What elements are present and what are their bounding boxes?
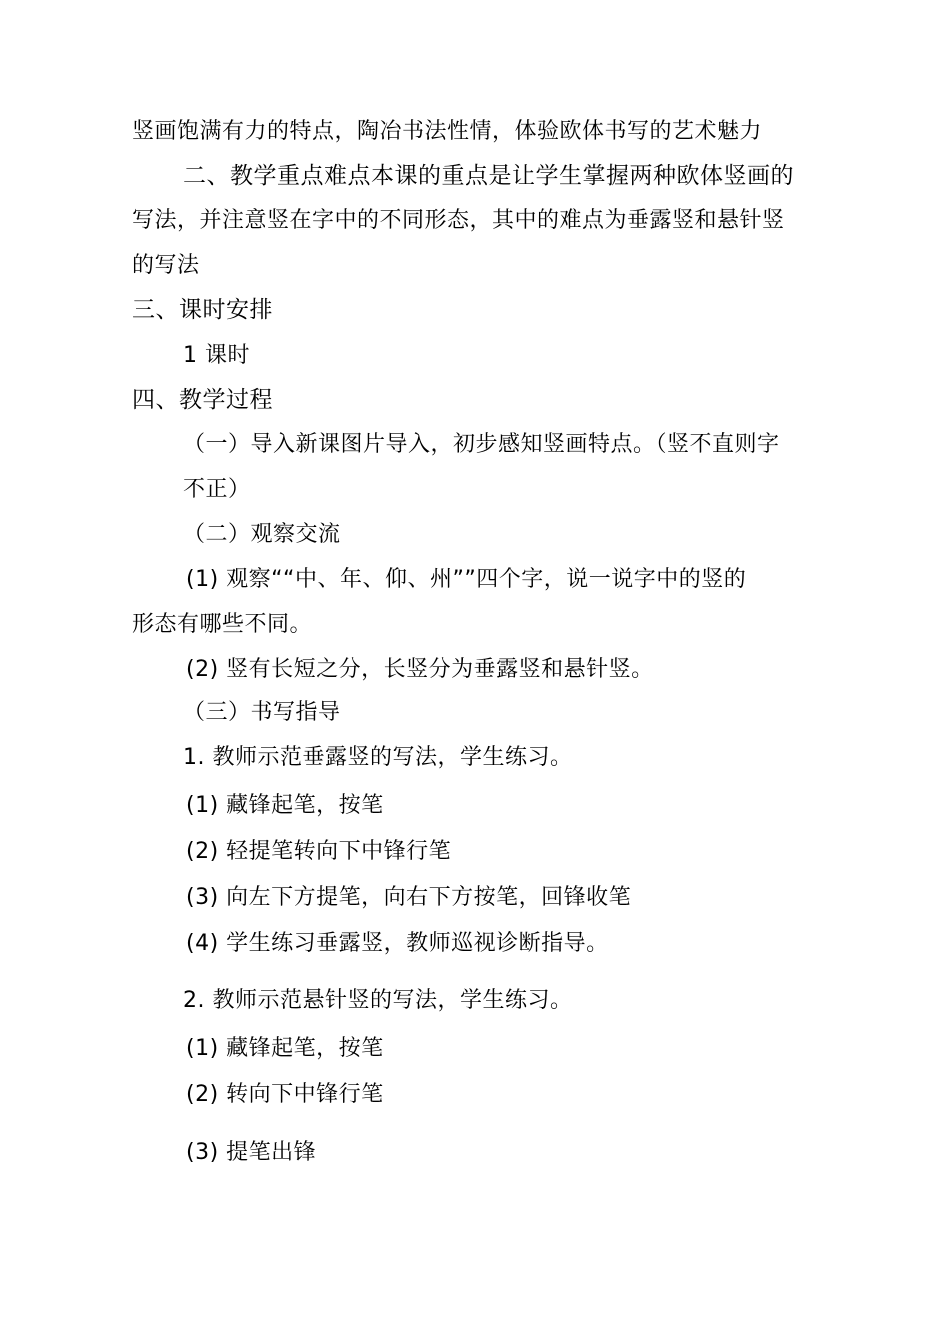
section-heading-4: 四、教学过程 — [132, 387, 273, 413]
numbered-item: 2. 教师示范悬针竖的写法，学生练习。 — [183, 988, 573, 1013]
list-item: (1) 藏锋起笔，按笔 — [186, 793, 384, 818]
list-item: (1) 观察““中、年、仰、州””四个字，说一说字中的竖的 — [186, 567, 747, 592]
section-heading-2: 二、教学重点难点本课的重点是让学生掌握两种欧体竖画的 — [183, 163, 794, 189]
list-item: (3) 向左下方提笔，向右下方按笔，回锋收笔 — [186, 885, 632, 910]
list-item: (2) 转向下中锋行笔 — [186, 1082, 384, 1107]
numbered-item: 1. 教师示范垂露竖的写法，学生练习。 — [183, 745, 573, 770]
text-line: 写法，并注意竖在字中的不同形态，其中的难点为垂露竖和悬针竖 — [132, 208, 785, 233]
list-item: (1) 藏锋起笔，按笔 — [186, 1036, 384, 1061]
list-item: (2) 竖有长短之分，长竖分为垂露竖和悬针竖。 — [186, 657, 654, 682]
list-item: (2) 轻提笔转向下中锋行笔 — [186, 839, 452, 864]
text-line: 1 课时 — [183, 343, 250, 368]
section-heading-3: 三、课时安排 — [132, 297, 273, 323]
subsection-heading-1: （一）导入新课图片导入，初步感知竖画特点。（竖不直则字 — [183, 432, 780, 457]
text-line: 的写法 — [132, 253, 200, 278]
text-line: 形态有哪些不同。 — [132, 612, 313, 637]
list-item: (3) 提笔出锋 — [186, 1140, 317, 1165]
text-line: 竖画饱满有力的特点，陶冶书法性情，体验欧体书写的艺术魅力 — [132, 119, 763, 144]
text-line: 不正） — [183, 477, 251, 502]
list-item: (4) 学生练习垂露竖，教师巡视诊断指导。 — [186, 931, 609, 956]
subsection-heading-2: （二）观察交流 — [183, 522, 341, 547]
subsection-heading-3: （三）书写指导 — [183, 700, 341, 725]
